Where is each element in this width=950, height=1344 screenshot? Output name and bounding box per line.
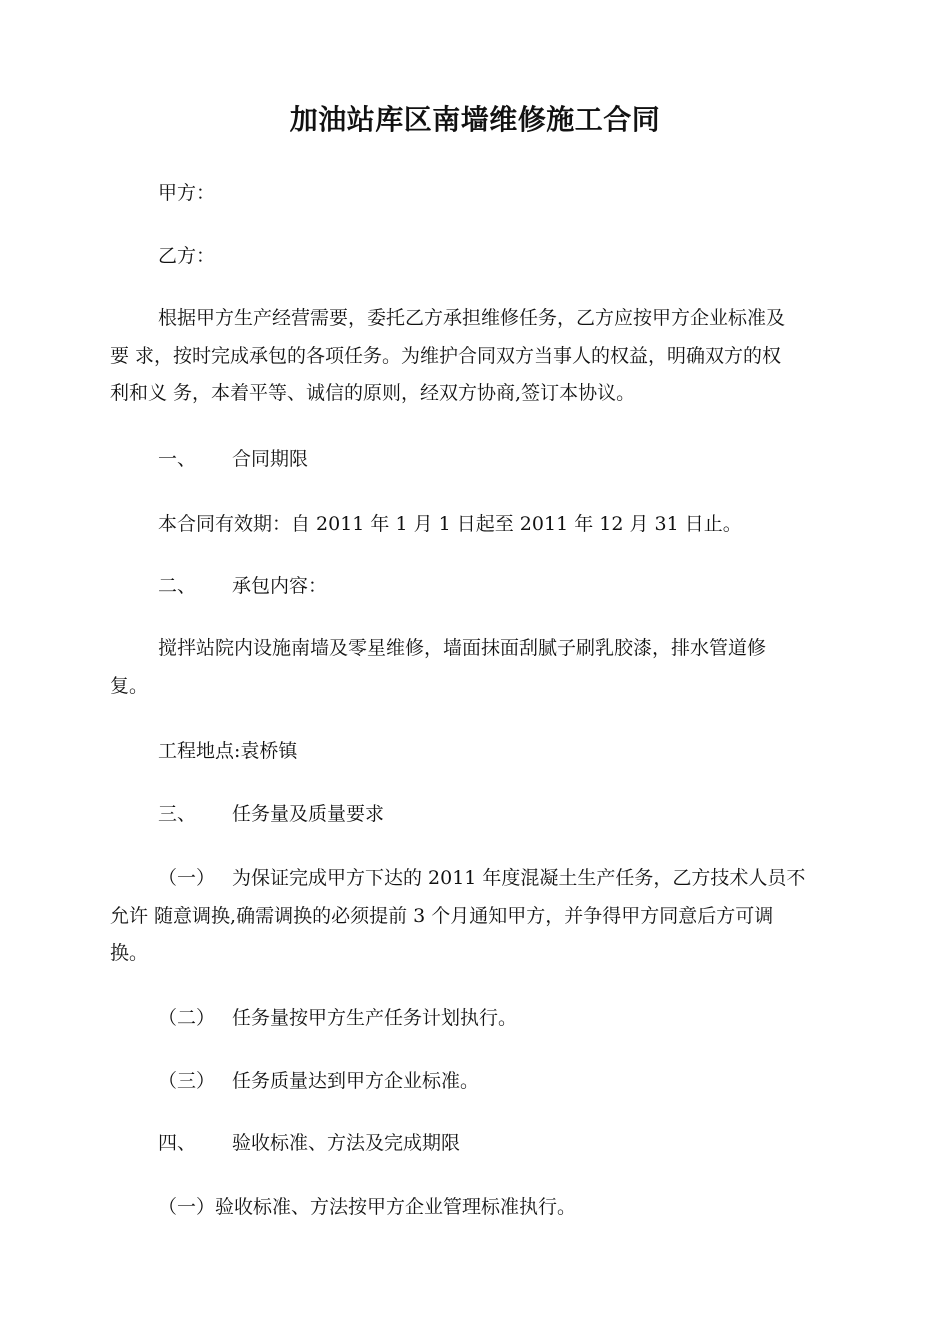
section-2-text-line-2: 复。 [110, 674, 149, 697]
section-2-number: 二、 [158, 575, 197, 597]
section-3-item-1-line-2: 允许 随意调换,确需调换的必须提前 3 个月通知甲方，并争得甲方同意后方可调 [110, 904, 774, 927]
section-2-paragraph [110, 630, 835, 705]
section-3-item-3-number: （三） [158, 1070, 216, 1092]
section-4-number: 四、 [158, 1132, 197, 1154]
section-2-heading: 承包内容： [232, 575, 328, 597]
section-4-heading: 验收标准、方法及完成期限 [232, 1132, 461, 1154]
section-1-heading: 合同期限 [232, 448, 309, 470]
project-location: 工程地点:袁桥镇 [158, 740, 298, 762]
section-3-item-2-text: 任务量按甲方生产任务计划执行。 [232, 1007, 518, 1029]
intro-line-3: 利和义 务，本着平等、诚信的原则，经双方协商,签订本协议。 [110, 382, 636, 404]
section-3-item-2-number: （二） [158, 1007, 216, 1029]
section-3-item-3-text: 任务质量达到甲方企业标准。 [232, 1070, 480, 1092]
section-3-item-1-line-1: 为保证完成甲方下达的 2011 年度混凝土生产任务，乙方技术人员不 [232, 867, 806, 889]
section-3-item-1-number: （一） [158, 867, 216, 889]
section-3-item-1-line-3: 换。 [110, 942, 149, 964]
section-1-number: 一、 [158, 448, 197, 470]
party-a-label: 甲方： [158, 182, 216, 204]
section-1-text: 本合同有效期：自 2011 年 1 月 1 日起至 2011 年 12 月 31 日止。 [158, 513, 742, 535]
section-3-number: 三、 [158, 803, 197, 825]
section-2-text-line-1: 搅拌站院内设施南墙及零星维修，墙面抹面刮腻子刷乳胶漆，排水管道修 [158, 637, 767, 659]
document-title: 加油站库区南墙维修施工合同 [289, 103, 661, 136]
intro-line-2: 要 求，按时完成承包的各项任务。为维护合同双方当事人的权益，明确双方的权 [110, 344, 782, 367]
party-b-label: 乙方： [158, 245, 216, 267]
intro-paragraph [110, 300, 835, 413]
section-3-heading: 任务量及质量要求 [232, 803, 385, 825]
section-3-item-1-paragraph [110, 860, 835, 973]
section-4-item-1: （一）验收标准、方法按甲方企业管理标准执行。 [158, 1196, 577, 1218]
intro-line-1: 根据甲方生产经营需要，委托乙方承担维修任务，乙方应按甲方企业标准及 [158, 307, 786, 329]
